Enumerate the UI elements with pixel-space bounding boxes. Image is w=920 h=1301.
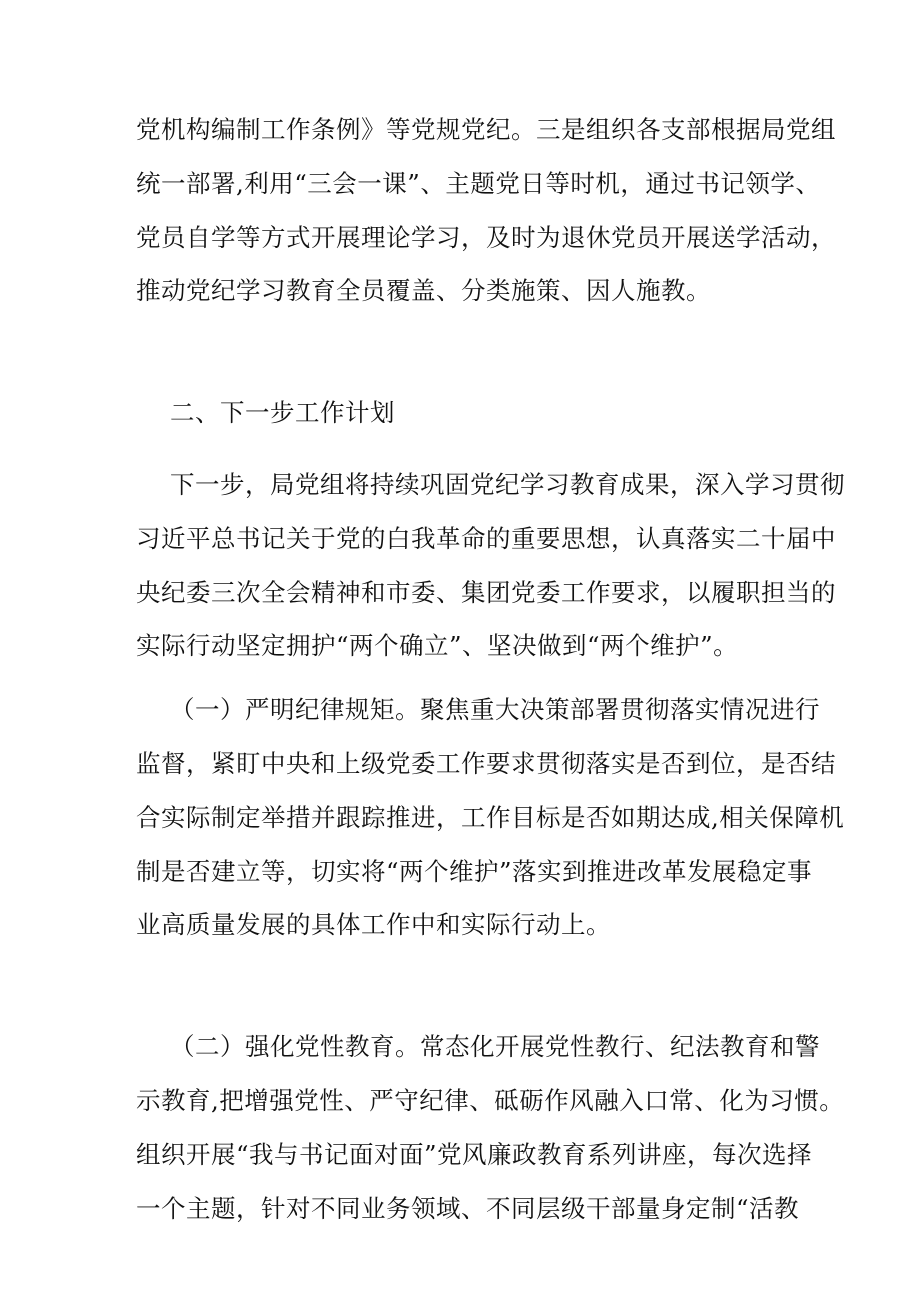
text-line: 党员自学等方式开展理论学习，及时为退休党员开展送学活动， (136, 223, 836, 252)
section-heading: 二、下一步工作计划 (170, 398, 395, 427)
text-line: 统一部署,利用“三会一课”、主题党日等时机，通过书记领学、 (136, 169, 821, 198)
text-line: 组织开展“我与书记面对面”党风廉政教育系列讲座，每次选择 (136, 1140, 813, 1169)
text-line: 央纪委三次全会精神和市委、集团党委工作要求，以履职担当的 (136, 578, 836, 607)
text-line: （一）严明纪律规矩。聚焦重大决策部署贯彻落实情况进行 (170, 695, 820, 724)
text-line: 制是否建立等，切实将“两个维护”落实到推进改革发展稳定事 (136, 857, 813, 886)
text-line: 合实际制定举措并跟踪推进，工作目标是否如期达成,相关保障机 (136, 803, 845, 832)
text-line: 下一步，局党组将持续巩固党纪学习教育成果，深入学习贯彻 (170, 470, 845, 499)
text-line: 示教育,把增强党性、严守纪律、砥砺作风融入口常、化为习惯。 (136, 1086, 845, 1115)
text-line: 习近平总书记关于党的白我革命的重要思想，认真落实二十届中 (136, 524, 836, 553)
text-line: 推动党纪学习教育全员覆盖、分类施策、因人施教。 (136, 276, 711, 305)
text-line: 一个主题，针对不同业务领域、不同层级干部量身定制“活教 (136, 1194, 800, 1223)
text-line: （二）强化党性教育。常态化开展党性教行、纪法教育和警 (170, 1032, 820, 1061)
text-line: 实际行动坚定拥护“两个确立”、坚决做到“两个维护”。 (136, 631, 739, 660)
text-line: 党机构编制工作条例》等党规党纪。三是组织各支部根据局党组 (136, 115, 836, 144)
text-line: 业高质量发展的具体工作中和实际行动上。 (136, 910, 611, 939)
text-line: 监督，紧盯中央和上级党委工作要求贯彻落实是否到位，是否结 (136, 749, 836, 778)
